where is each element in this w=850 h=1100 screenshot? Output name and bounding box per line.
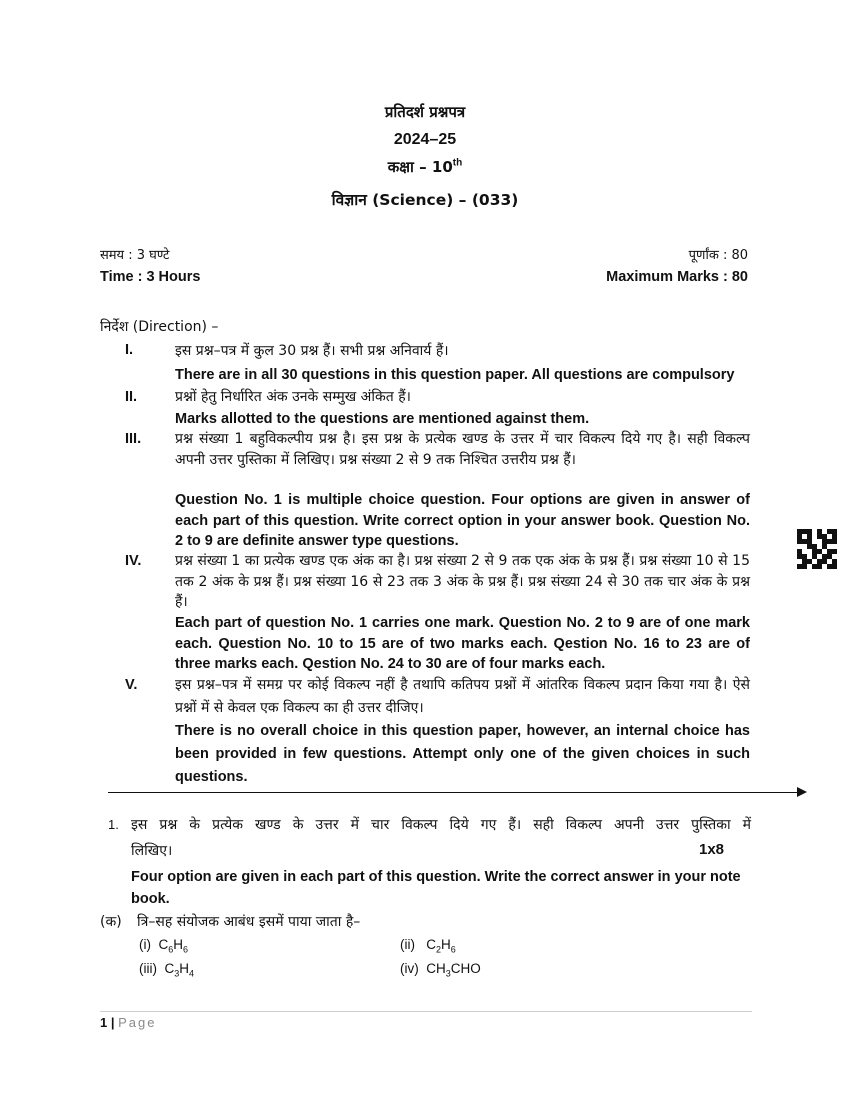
chemical-formula: $C_2H_6$: [426, 937, 456, 955]
directions-heading: निर्देश (Direction) –: [100, 319, 219, 335]
direction-number: I.: [125, 342, 134, 358]
part-question-text: त्रि–सह संयोजक आबंध इसमें पाया जाता है–: [137, 914, 361, 930]
direction-number: III.: [125, 431, 142, 447]
question-hindi-line1: इस प्रश्न के प्रत्येक खण्ड के उत्तर में चार विकल्प दिये गए हैं। सही विकल्प अपनी उत्तर पुस्तिका में: [131, 817, 751, 833]
page-number: 1: [100, 1015, 108, 1030]
direction-hindi: इस प्रश्न–पत्र में समग्र पर कोई विकल्प नहीं है तथापि कतिपय प्रश्नों में आंतरिक विकल्प प्रदान किया गया है। ऐसे प्रश्नों में से केवल एक विकल्प का ही उत्तर दीजिए।: [175, 677, 750, 716]
qr-code-icon: [797, 529, 837, 569]
chemical-formula: $C_6H_6$: [158, 937, 189, 955]
max-marks-english: Maximum Marks : 80: [606, 269, 748, 285]
question-hindi-line2: लिखिए।: [131, 843, 173, 859]
formula-subscript: 6: [168, 944, 174, 955]
page-separator: |: [110, 1015, 115, 1030]
page-label: Page: [118, 1015, 157, 1030]
direction-hindi: इस प्रश्न–पत्र में कुल 30 प्रश्न हैं। सभी प्रश्न अनिवार्य हैं।: [175, 343, 449, 359]
direction-hindi: प्रश्नों हेतु निर्धारित अंक उनके सम्मुख अंकित हैं।: [175, 389, 411, 405]
direction-english: There are in all 30 questions in this question paper. All questions are compulsory: [175, 367, 735, 383]
class-label: कक्षा – 10th: [387, 157, 463, 176]
option-label: (i): [139, 937, 151, 952]
option-label: (ii): [400, 937, 415, 952]
max-marks-hindi: पूर्णांक : 80: [688, 248, 748, 263]
option-label: (iv): [400, 961, 419, 976]
paper-year: 2024–25: [393, 131, 457, 148]
option-item: [139, 937, 188, 955]
arrow-right-icon: [797, 787, 807, 797]
direction-english: Marks allotted to the questions are mentioned against them.: [175, 411, 590, 427]
formula-subscript: 6: [183, 944, 189, 955]
direction-english: There is no overall choice in this question paper, however, an internal choice has been provided in few questions. Attempt only one of the given choices in such questions.: [175, 723, 750, 785]
direction-number: II.: [125, 389, 138, 405]
formula-subscript: 3: [445, 968, 451, 979]
option-label: (iii): [139, 961, 157, 976]
direction-hindi: प्रश्न संख्या 1 बहुविकल्पीय प्रश्न है। इस प्रश्न के प्रत्येक खण्ड के उत्तर में चार विकल्प दिये गए है। सही विकल्प अपनी उत्तर पुस्तिका में लिखिए। प्रश्न संख्या 2 से 9 तक निश्चित उत्तरीय प्रश्न हैं।: [175, 431, 750, 468]
paper-title: प्रतिदर्श प्रश्नपत्र: [384, 103, 466, 121]
formula-subscript: 4: [189, 968, 195, 979]
question-number: 1.: [108, 817, 119, 832]
formula-subscript: 6: [450, 944, 456, 955]
direction-english: Question No. 1 is multiple choice question. Four options are given in answer of each part of this question. Write correct option in your answer book. Question No. 2 to 9 are definite answer type questions.: [175, 492, 750, 549]
time-hindi: समय : 3 घण्टे: [100, 248, 170, 263]
page-footer: [100, 1015, 157, 1030]
formula-subscript: 3: [174, 968, 180, 979]
question-english: Four option are given in each part of this question. Write the correct answer in your note book.: [131, 869, 741, 907]
direction-number: V.: [125, 677, 138, 693]
class-superscript: th: [452, 157, 463, 169]
direction-number: IV.: [125, 553, 142, 569]
direction-english: Each part of question No. 1 carries one mark. Question No. 2 to 9 are of one mark each. Question No. 10 to 15 are of two marks each. Qestion No. 16 to 23 are of three marks each. Qestion No. 24 to 30 are of four marks each.: [175, 615, 750, 672]
question-marks: 1x8: [699, 841, 725, 858]
section-divider: [108, 792, 805, 793]
chemical-formula: $CH_3CHO$: [426, 961, 481, 979]
option-item: [400, 937, 456, 955]
part-label: (क): [100, 914, 122, 930]
subject-title: विज्ञान (Science) – (033): [331, 191, 519, 209]
time-english: Time : 3 Hours: [100, 269, 201, 285]
chemical-formula: $C_3H_4$: [164, 961, 195, 979]
formula-subscript: 2: [436, 944, 442, 955]
option-item: [400, 961, 481, 979]
footer-divider: [100, 1011, 752, 1012]
direction-hindi: प्रश्न संख्या 1 का प्रत्येक खण्ड एक अंक का है। प्रश्न संख्या 2 से 9 तक एक अंक के प्रश्न हैं। प्रश्न संख्या 10 से 15 तक 2 अंक के प्रश्न हैं। प्रश्न संख्या 16 से 23 तक 3 अंक के प्रश्न हैं। प्रश्न संख्या 24 से 30 तक चार अंक के प्रश्न हैं।: [175, 553, 750, 610]
option-item: [139, 961, 194, 979]
